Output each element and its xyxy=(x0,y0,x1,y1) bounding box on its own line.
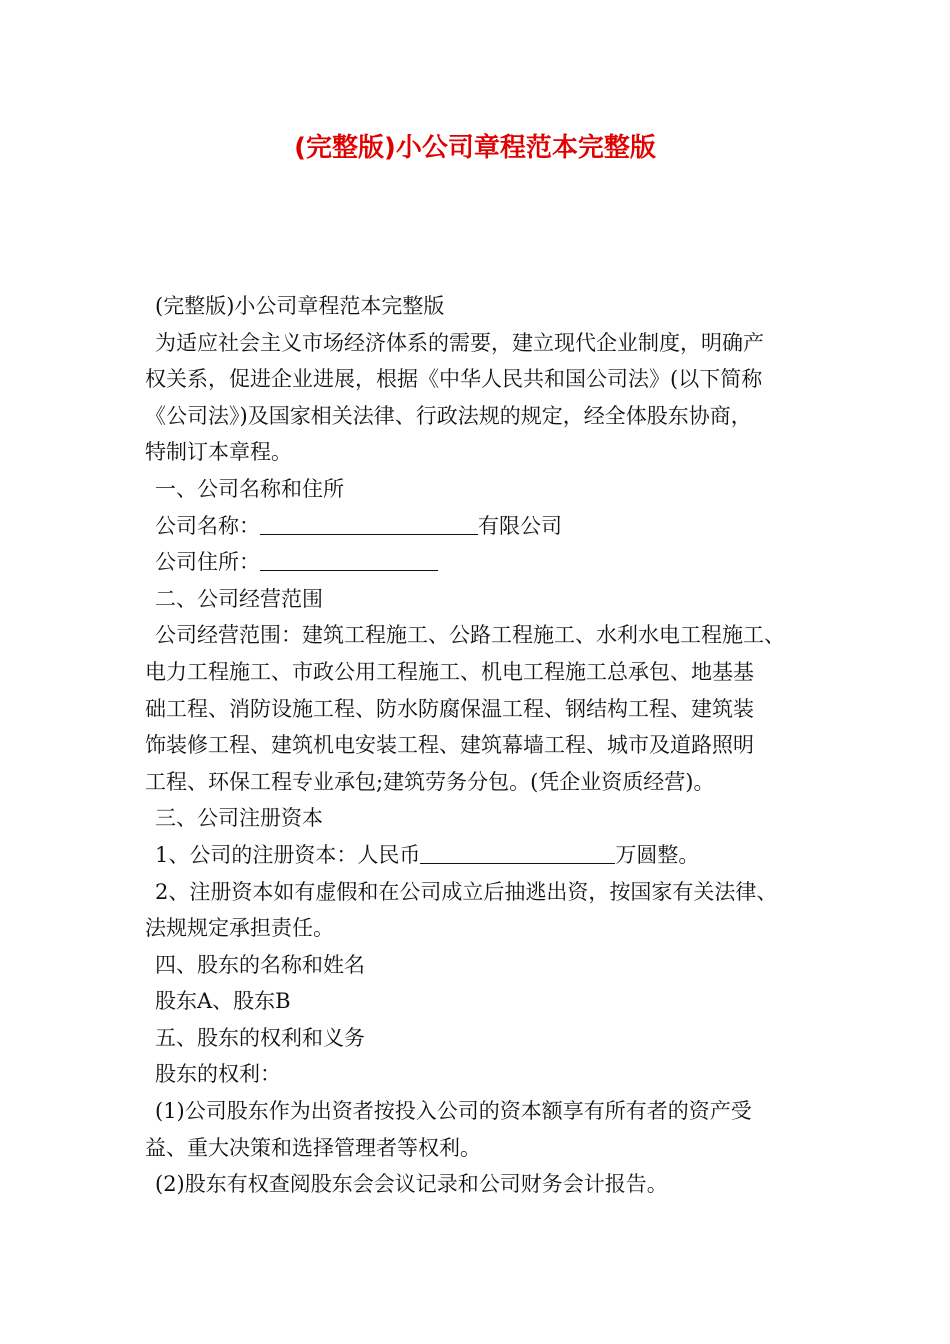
body-line: 电力工程施工、市政公用工程施工、机电工程施工总承包、地基基 xyxy=(145,659,754,684)
body-line: 股东的权利： xyxy=(155,1062,281,1087)
body-line: 法规规定承担责任。 xyxy=(145,916,334,941)
body-line: 2、注册资本如有虚假和在公司成立后抽逃出资，按国家有关法律、 xyxy=(155,879,778,904)
registered-capital-blank xyxy=(420,841,615,864)
body-line: (1)公司股东作为出资者按投入公司的资本额享有所有者的资产受 xyxy=(155,1099,752,1124)
body-line: 股东A、股东B xyxy=(155,989,291,1014)
registered-capital-suffix: 万圆整。 xyxy=(615,842,700,867)
body-line: 益、重大决策和选择管理者等权利。 xyxy=(145,1135,481,1160)
body-line: (完整版)小公司章程范本完整版 xyxy=(155,294,445,318)
company-address-blank xyxy=(260,548,438,571)
registered-capital-line xyxy=(145,837,835,874)
company-address-line xyxy=(145,544,835,581)
section-heading: 三、公司注册资本 xyxy=(155,806,323,831)
body-line: 权关系，促进企业进展，根据《中华人民共和国公司法》(以下简称 xyxy=(145,367,763,392)
body-line: 为适应社会主义市场经济体系的需要，建立现代企业制度，明确产 xyxy=(155,330,764,355)
company-name-line xyxy=(145,508,835,545)
document-body xyxy=(145,288,835,1203)
company-name-label: 公司名称： xyxy=(155,513,260,538)
body-line: 础工程、消防设施工程、防水防腐保温工程、钢结构工程、建筑装 xyxy=(145,696,754,721)
body-line: 特制订本章程。 xyxy=(145,440,292,465)
body-line: (2)股东有权查阅股东会会议记录和公司财务会计报告。 xyxy=(155,1172,668,1197)
document-title: (完整版)小公司章程范本完整版 xyxy=(294,133,656,163)
registered-capital-label: 1、公司的注册资本：人民币 xyxy=(155,842,421,867)
company-address-label: 公司住所： xyxy=(155,550,260,575)
company-name-blank xyxy=(260,512,478,535)
body-line: 公司经营范围：建筑工程施工、公路工程施工、水利水电工程施工、 xyxy=(155,623,785,648)
section-heading: 五、股东的权利和义务 xyxy=(155,1025,365,1050)
section-heading: 一、公司名称和住所 xyxy=(155,476,344,501)
body-line: 饰装修工程、建筑机电安装工程、建筑幕墙工程、城市及道路照明 xyxy=(145,733,754,758)
body-line: 《公司法》)及国家相关法律、行政法规的规定，经全体股东协商， xyxy=(145,403,752,428)
section-heading: 四、股东的名称和姓名 xyxy=(155,952,365,977)
company-name-suffix: 有限公司 xyxy=(478,513,562,538)
section-heading: 二、公司经营范围 xyxy=(155,586,323,611)
body-line: 工程、环保工程专业承包;建筑劳务分包。(凭企业资质经营)。 xyxy=(145,769,715,794)
